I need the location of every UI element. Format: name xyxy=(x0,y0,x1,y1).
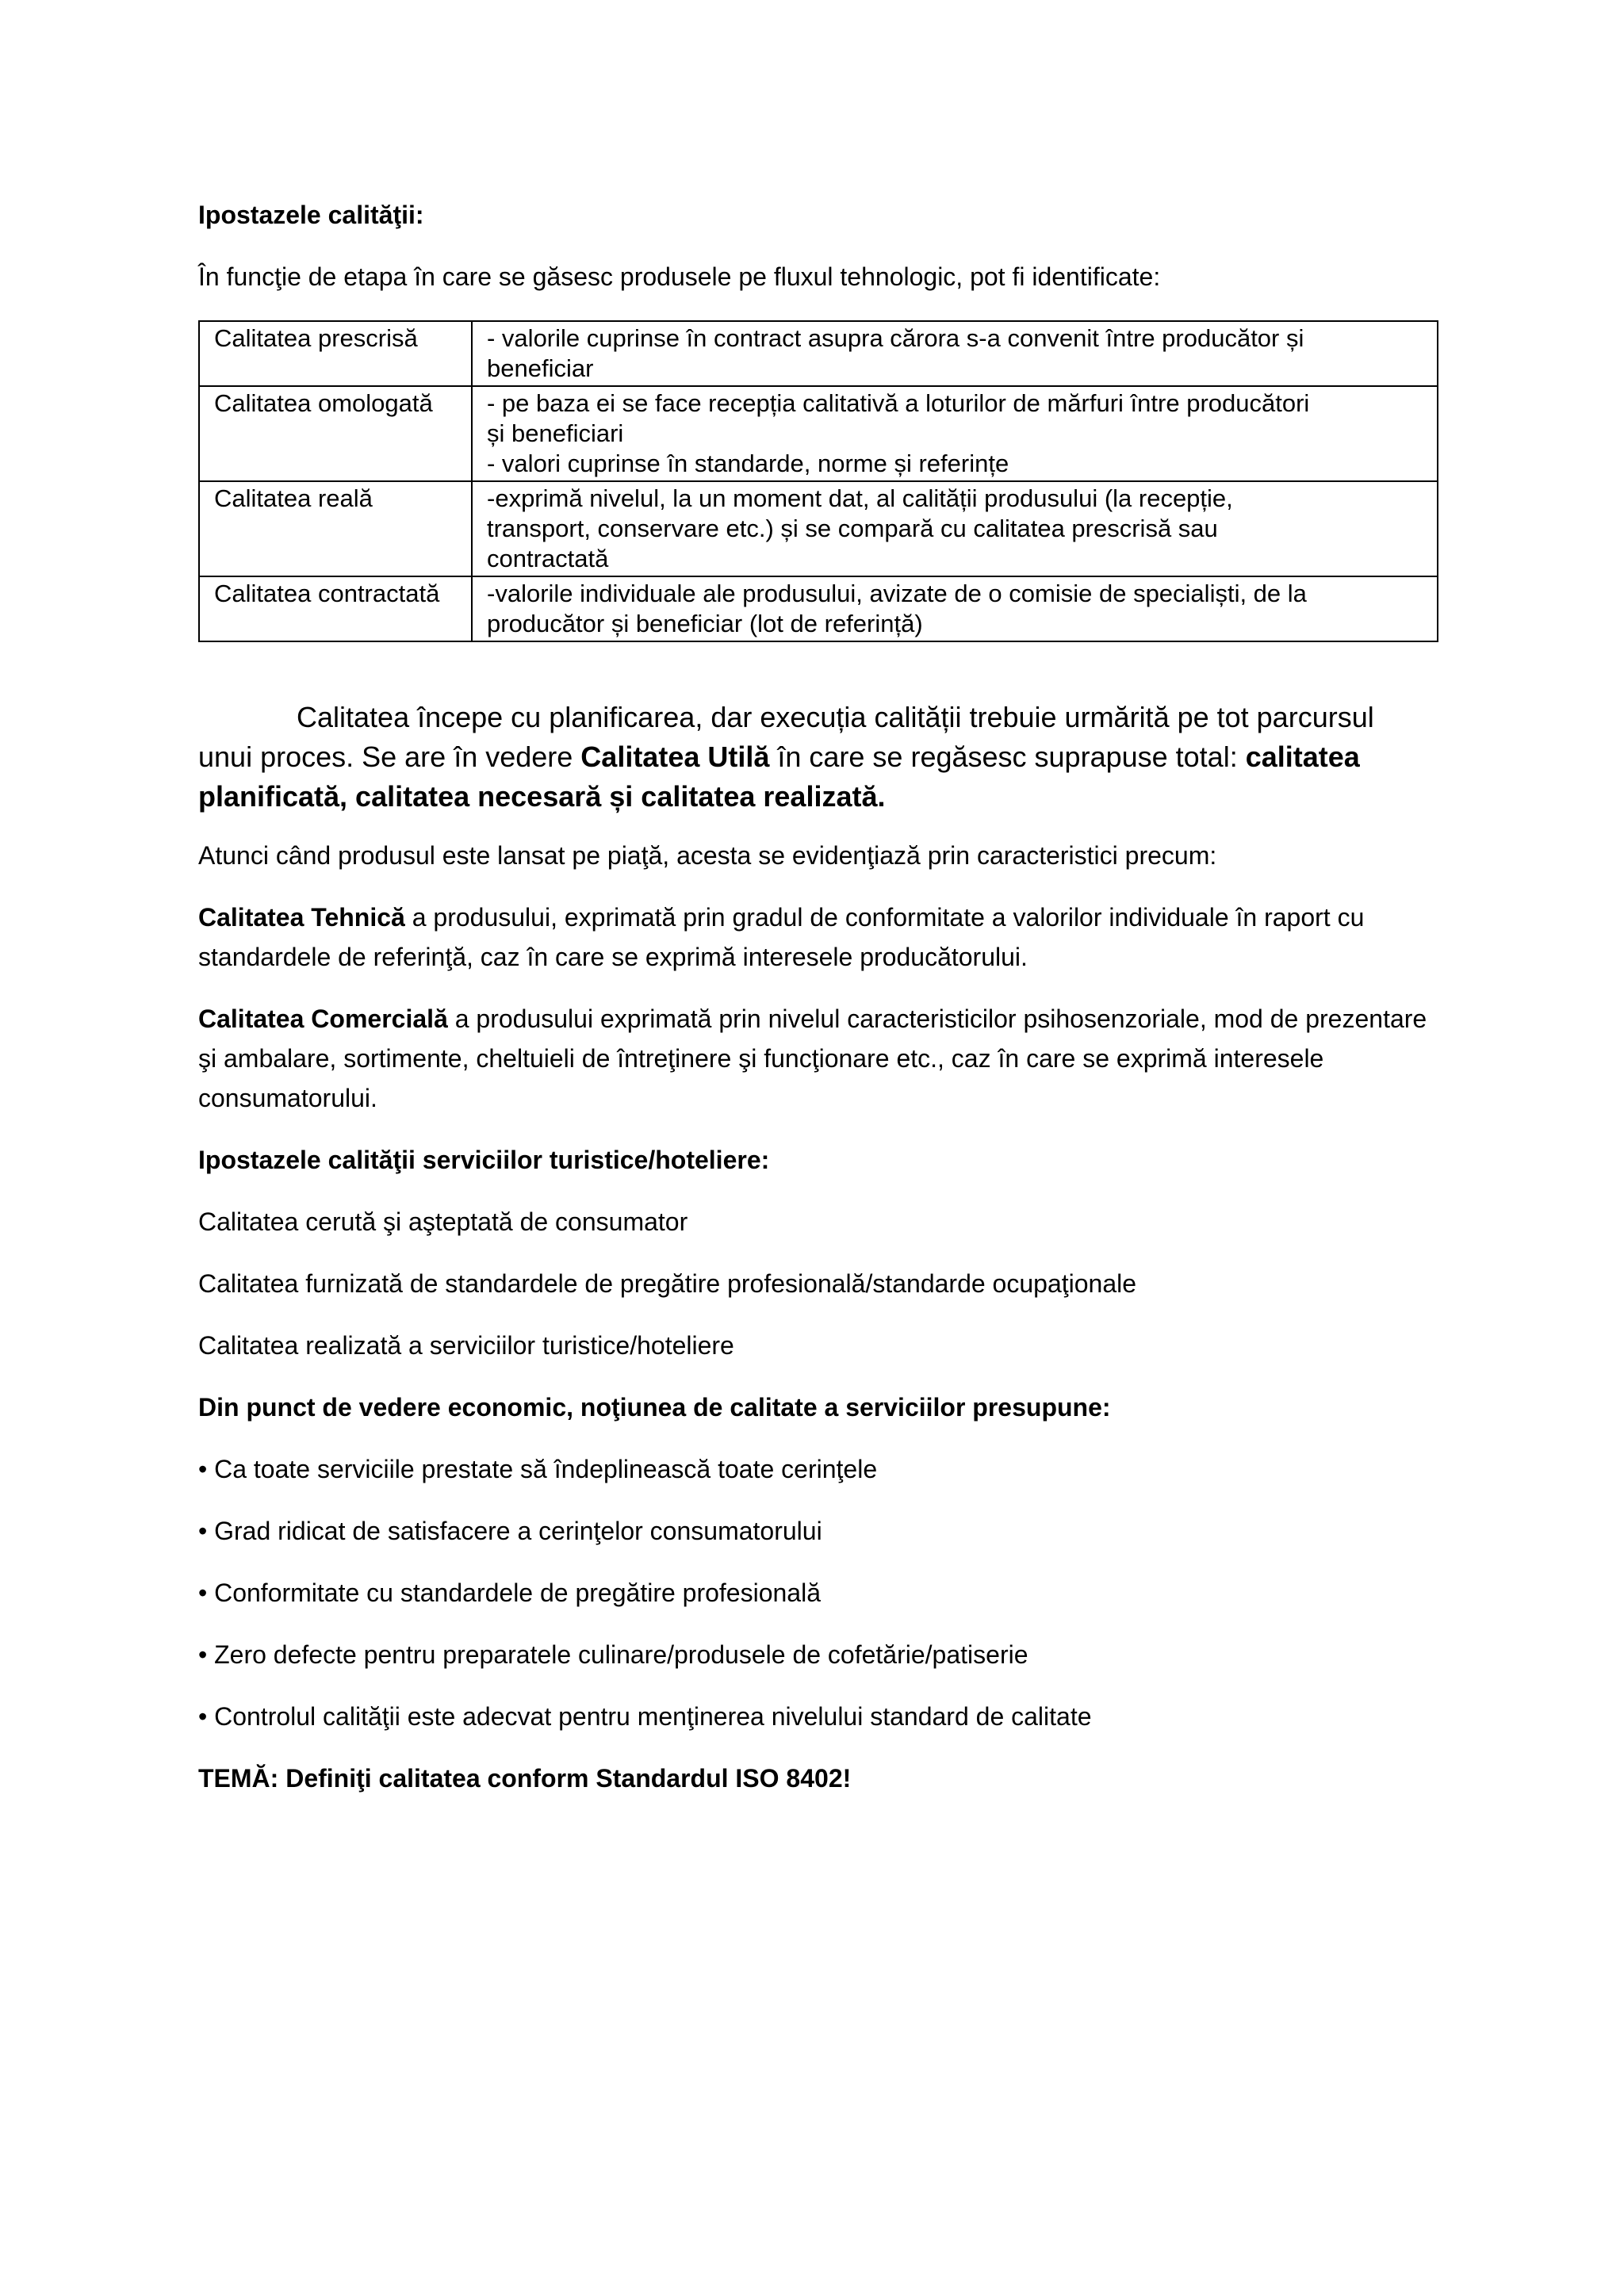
definition-line: - pe baza ei se face recepția calitativă a loturilor de mărfuri între producători xyxy=(487,389,1310,417)
paragraph-text: a produsului, exprimată prin gradul de conformitate a valorilor individuale în raport cu standardele de referinţă, caz în care se exprimă interesele producătorului. xyxy=(198,903,1365,971)
service-line: Calitatea furnizată de standardele de pregătire profesională/standarde ocupaţionale xyxy=(198,1269,1137,1298)
quality-table xyxy=(198,320,1438,642)
definition-cell xyxy=(472,386,1438,481)
calitatea-comerciala-paragraph xyxy=(198,999,1435,1118)
definition-cell xyxy=(472,576,1438,641)
paragraph-text: a produsului exprimată prin nivelul caracteristicilor psihosenzoriale, mod de prezentare şi ambalare, sortimente, cheltuieli de întreţinere şi funcţionare etc., caz în care se exprimă interesele consumatorului. xyxy=(198,1004,1427,1112)
definition-line: și beneficiari xyxy=(487,419,624,447)
market-intro-paragraph: Atunci când produsul este lansat pe piaţă, acesta se evidenţiază prin caracteristici precum: xyxy=(198,841,1217,870)
intro-paragraph: În funcţie de etapa în care se găsesc produsele pe fluxul tehnologic, pot fi identificate: xyxy=(198,262,1161,291)
definition-line: contractată xyxy=(487,545,609,572)
term-cell: Calitatea contractată xyxy=(199,576,472,641)
bullet-item: • Ca toate serviciile prestate să îndeplinească toate cerinţele xyxy=(198,1455,878,1483)
term-cell: Calitatea prescrisă xyxy=(199,321,472,386)
bullet-item: • Grad ridicat de satisfacere a cerinţelor consumatorului xyxy=(198,1517,822,1545)
definition-line: transport, conservare etc.) și se compară cu calitatea prescrisă sau xyxy=(487,515,1218,542)
table-row xyxy=(199,481,1438,576)
paragraph-bold-term: Calitatea Utilă xyxy=(580,740,770,773)
paragraph-bold-term: calitatea planificată, calitatea necesară și calitatea realizată. xyxy=(198,740,1360,813)
calitatea-tehnica-paragraph xyxy=(198,897,1435,977)
definition-line: -exprimă nivelul, la un moment dat, al calității produsului (la recepție, xyxy=(487,484,1233,512)
term-cell: Calitatea reală xyxy=(199,481,472,576)
definition-cell xyxy=(472,481,1438,576)
definition-line: - valori cuprinse în standarde, norme și referințe xyxy=(487,450,1009,477)
service-line: Calitatea realizată a serviciilor turistice/hoteliere xyxy=(198,1331,734,1360)
paragraph-bold-term: Calitatea Tehnică xyxy=(198,903,405,932)
service-line: Calitatea cerută şi aşteptată de consumator xyxy=(198,1207,688,1236)
table-row xyxy=(199,321,1438,386)
definition-line: -valorile individuale ale produsului, avizate de o comisie de specialiști, de la xyxy=(487,580,1307,607)
paragraph-text: în care se regăsesc suprapuse total: xyxy=(769,740,1246,773)
table-row xyxy=(199,386,1438,481)
paragraph-bold-term: Calitatea Comercială xyxy=(198,1004,448,1033)
paragraph-text: Calitatea începe cu planificarea, dar execuția calității trebuie urmărită pe tot parcursul unui proces. Se are în vedere xyxy=(198,701,1374,773)
term-cell: Calitatea omologată xyxy=(199,386,472,481)
heading-ipostaze: Ipostazele calităţii: xyxy=(198,201,424,229)
definition-line: - valorile cuprinse în contract asupra cărora s-a convenit între producător și xyxy=(487,324,1304,352)
heading-punct-vedere-economic: Din punct de vedere economic, noţiunea de calitate a serviciilor presupune: xyxy=(198,1393,1111,1422)
definition-line: producător și beneficiar (lot de referință) xyxy=(487,610,923,637)
definition-line: beneficiar xyxy=(487,354,594,382)
calitatea-utila-paragraph xyxy=(198,698,1435,817)
bullet-item: • Conformitate cu standardele de pregătire profesională xyxy=(198,1578,821,1607)
definition-cell xyxy=(472,321,1438,386)
table-row xyxy=(199,576,1438,641)
bullet-item: • Controlul calităţii este adecvat pentru menţinerea nivelului standard de calitate xyxy=(198,1702,1092,1731)
bullet-item: • Zero defecte pentru preparatele culinare/produsele de cofetărie/patiserie xyxy=(198,1640,1028,1669)
heading-ipostaze-servicii: Ipostazele calităţii serviciilor turistice/hoteliere: xyxy=(198,1146,770,1174)
tema-assignment: TEMĂ: Definiţi calitatea conform Standardul ISO 8402! xyxy=(198,1764,852,1793)
